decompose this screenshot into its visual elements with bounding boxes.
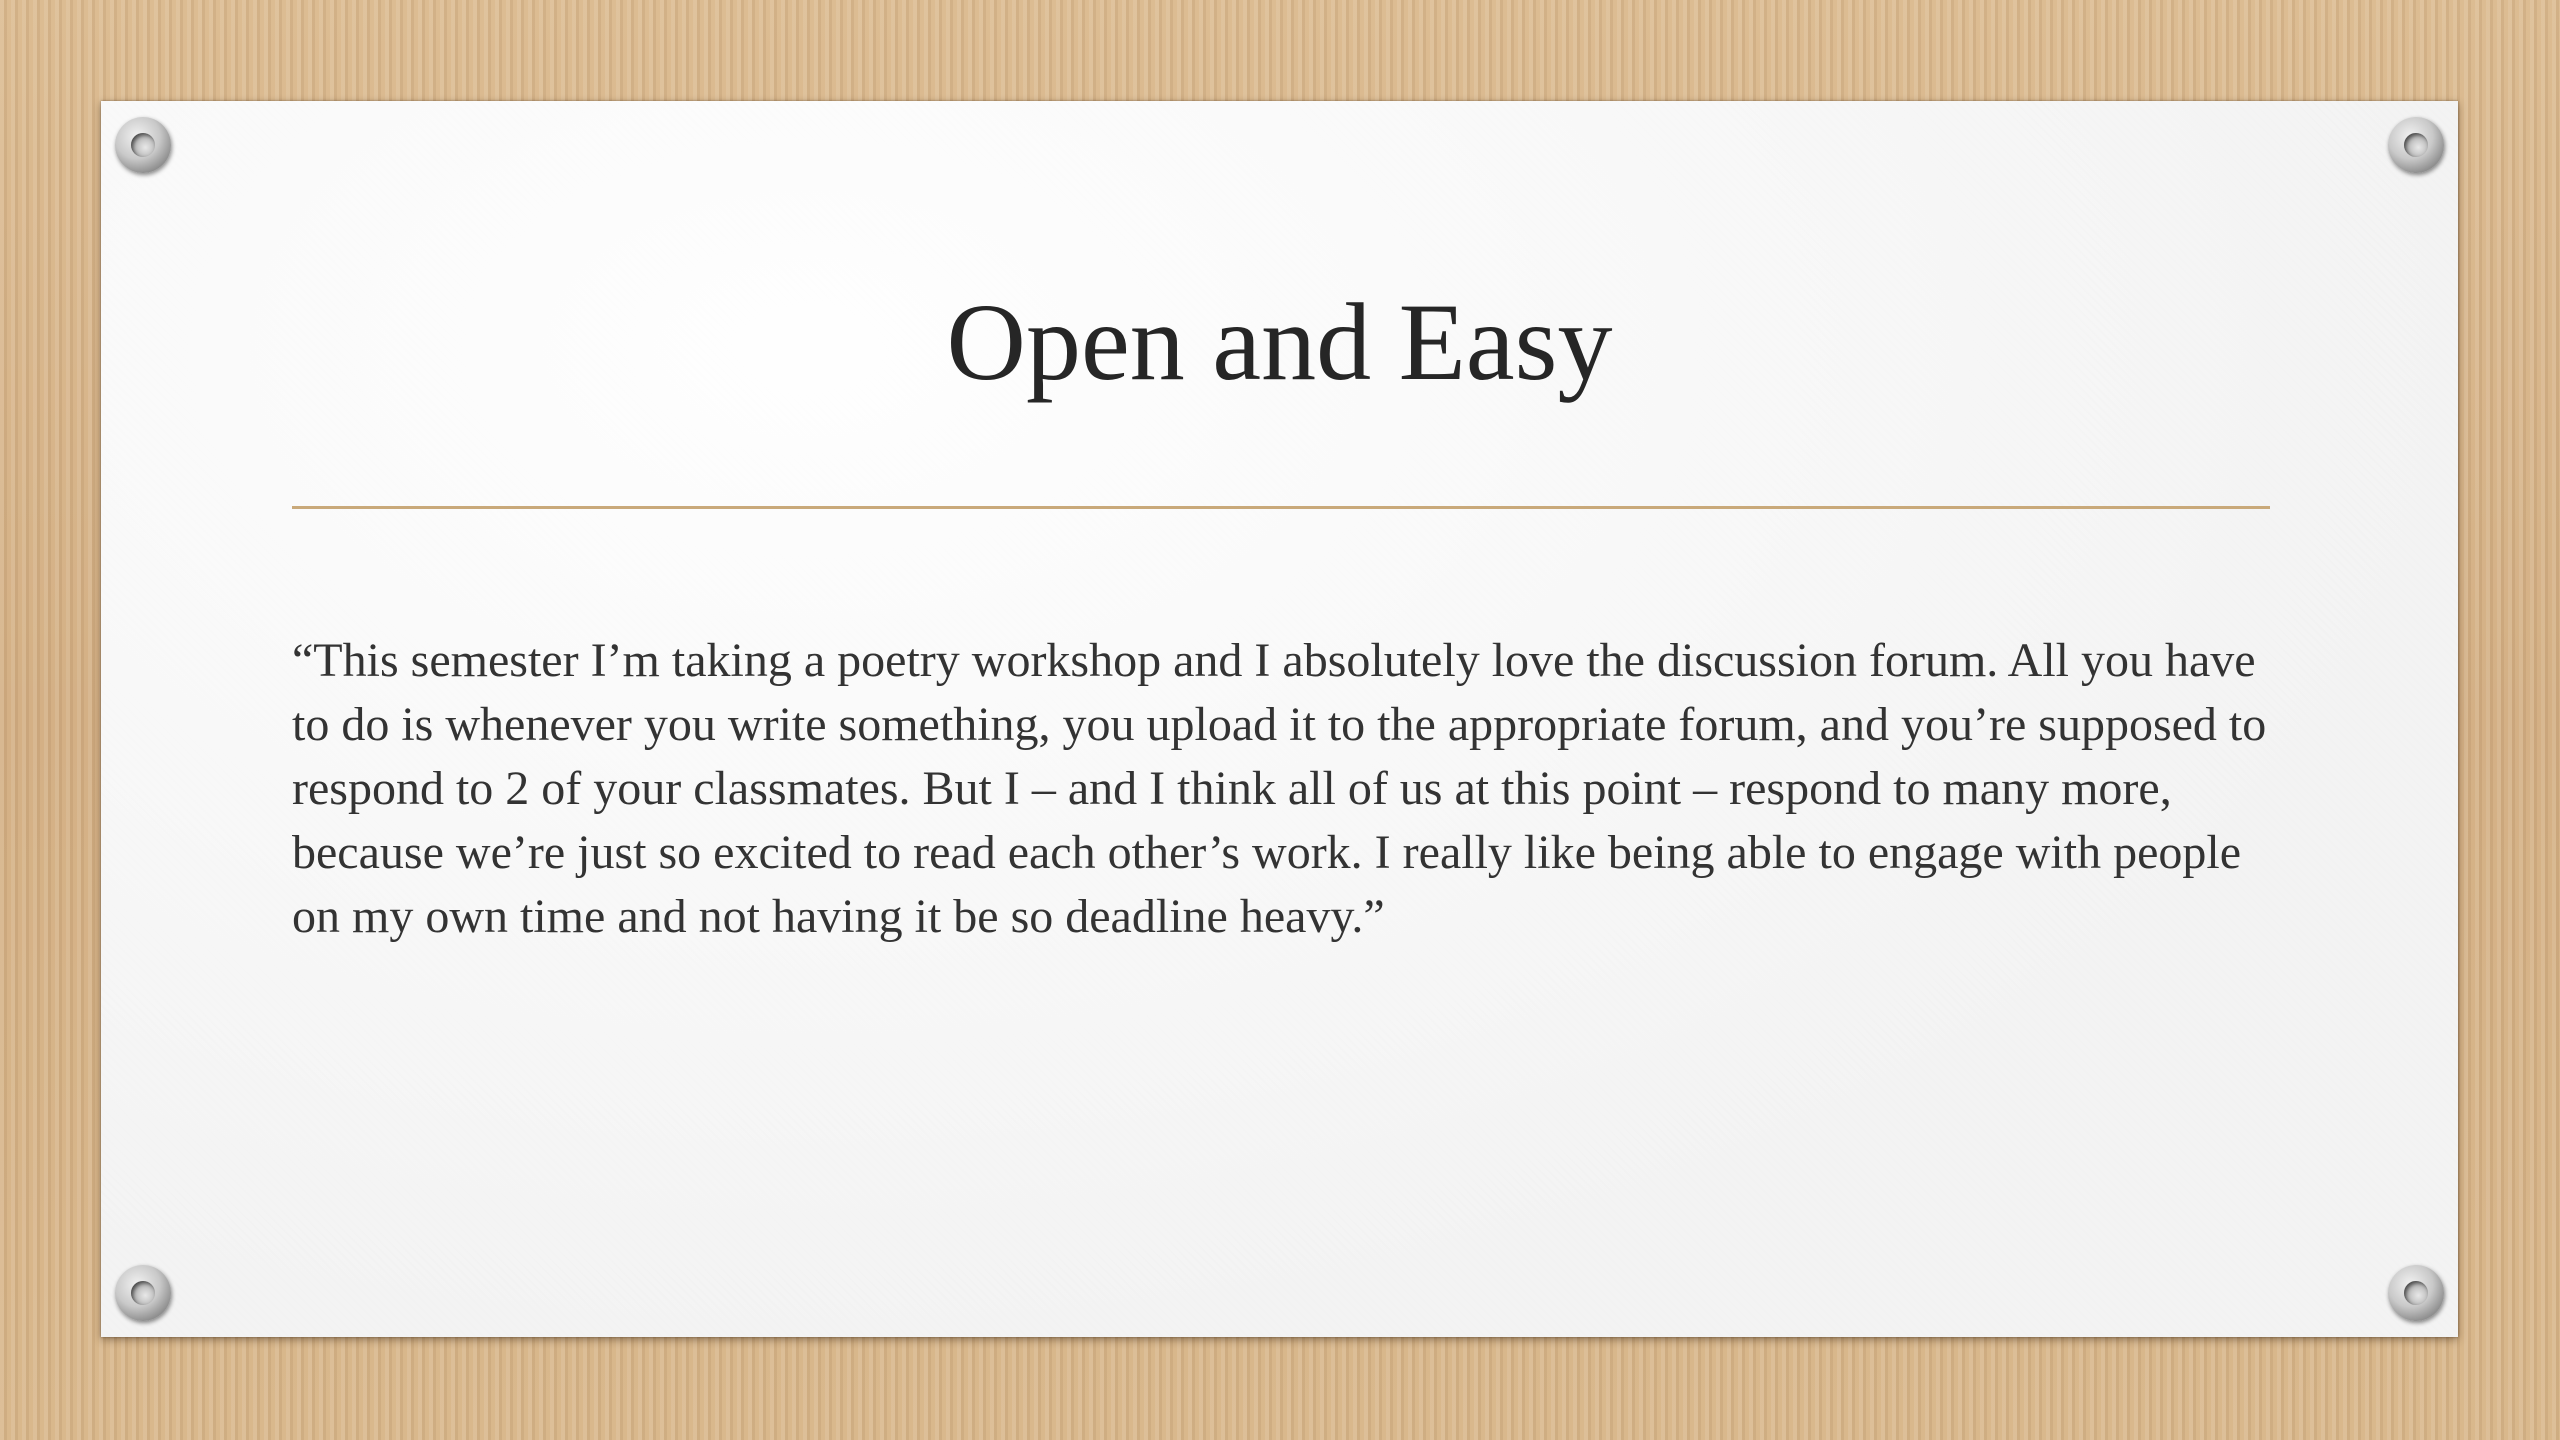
grommet-icon <box>115 117 171 173</box>
title-divider <box>292 506 2270 509</box>
slide-card <box>101 101 2458 1337</box>
quote-text: “This semester I’m taking a poetry workshop and I absolutely love the discussion forum. All you have to do is whenever you write something, you upload it to the appropriate forum, and you’re supposed to respond to 2 of your classmates. But I – and I think all of us at this point – respond to many more, because we’re just so excited to read each other’s work. I really like being able to engage with people on my own time and not having it be so deadline heavy.” <box>292 634 2267 943</box>
grommet-icon <box>2388 1265 2444 1321</box>
slide-title: Open and Easy <box>946 281 1613 403</box>
grommet-icon <box>115 1265 171 1321</box>
grommet-icon <box>2388 117 2444 173</box>
